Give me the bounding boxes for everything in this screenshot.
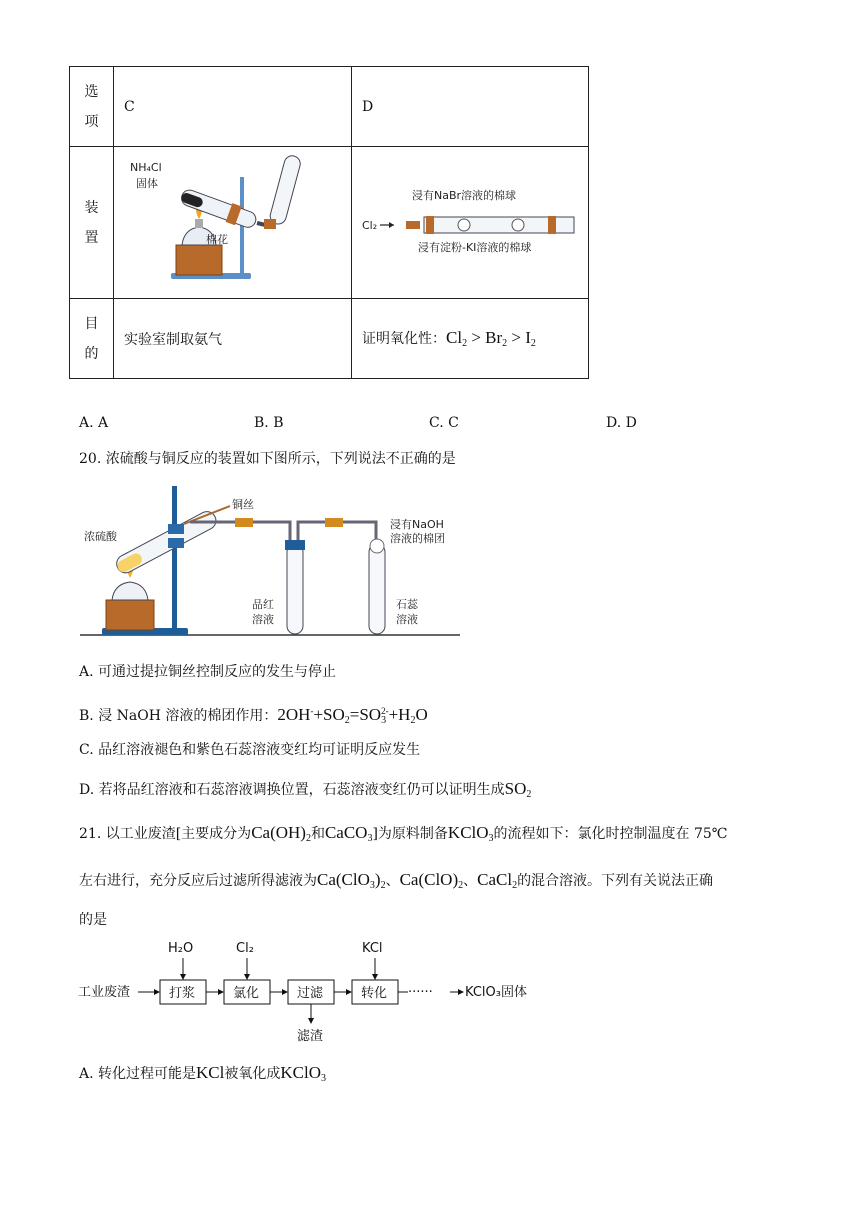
pinhong-label-2: 溶液 <box>252 613 274 626</box>
q20-option-b[interactable] <box>79 701 428 731</box>
input-arrowhead-3 <box>372 974 378 980</box>
cotton-ball-1 <box>458 219 470 231</box>
naoh-label-2: 溶液的棉团 <box>390 532 445 545</box>
q21-line-2 <box>79 870 713 896</box>
cotton-label: 棉花 <box>206 233 228 246</box>
litmus-label-1: 石蕊 <box>396 598 418 611</box>
rubber-joint-2 <box>325 518 343 527</box>
flow-arrowhead-3 <box>346 989 352 995</box>
formula-kclo3: KClO$_3$ <box>447 823 494 844</box>
q20-d-formula: $SO_2$ <box>504 779 532 800</box>
purpose-d <box>352 299 589 379</box>
q21-a-text-2: 被氧化成 <box>224 1066 281 1082</box>
q21-text-2a: 左右进行，充分反应后过滤所得滤液为 <box>79 873 317 889</box>
q21-line-3: 的是 <box>79 912 107 928</box>
q20-option-c[interactable]: C. 品红溶液褪色和紫色石蕊溶液变红均可证明反应发生 <box>79 742 421 758</box>
copper-sulfuric-apparatus <box>80 482 462 640</box>
flow-dots: ······ <box>408 985 433 1000</box>
pinhong-label-1: 品红 <box>252 598 274 611</box>
lamp-wick-holder <box>195 219 203 228</box>
header-d: D <box>352 67 589 147</box>
halogen-apparatus-diagram <box>352 147 588 294</box>
q21-text-1d: 的流程如下：氯化时控制温度在 75℃ <box>493 826 728 842</box>
flow-arrowhead-5 <box>458 989 464 995</box>
q21-a-kclo3: KClO$_3$ <box>280 1063 326 1084</box>
chlorine-label: Cl₂ <box>362 219 378 232</box>
cotton-ball-2 <box>512 219 524 231</box>
flow-arrowhead <box>389 222 394 228</box>
wooden-block <box>106 600 154 630</box>
answer-a[interactable]: A. A <box>79 415 109 431</box>
flow-end: KClO₃固体 <box>465 985 527 1000</box>
formula-cacl2: CaCl$_2$ <box>477 870 518 891</box>
row-label-options <box>70 67 114 147</box>
options-label: 选项 <box>84 83 99 130</box>
input-kcl: KCl <box>362 941 383 956</box>
q20-d-text: D. 若将品红溶液和石蕊溶液调换位置，石蕊溶液变红仍可以证明生成 <box>79 782 505 798</box>
step-4: 转化 <box>361 986 388 1001</box>
tube-clamp <box>264 219 276 229</box>
apparatus-d-cell <box>352 147 589 299</box>
oxidation-order: $Cl_2 > Br_2 > I_2$ <box>446 328 536 349</box>
q21-a-kcl: KCl <box>196 1063 225 1082</box>
answer-b[interactable]: B. B <box>254 415 284 431</box>
q21-text-2b: 、 <box>385 873 400 889</box>
apparatus-c-cell <box>114 147 352 299</box>
flow-arrowhead-2 <box>282 989 288 995</box>
input-water: H₂O <box>168 941 194 956</box>
test-tube-2 <box>369 544 385 634</box>
wooden-block <box>176 245 222 275</box>
q20-stem: 20. 浓硫酸与铜反应的装置如下图所示，下列说法不正确的是 <box>79 451 456 467</box>
step-3: 过滤 <box>297 986 324 1001</box>
q21-option-a[interactable] <box>79 1063 326 1089</box>
wire-label: 铜丝 <box>232 498 254 511</box>
test-tube <box>179 188 258 230</box>
apparatus-label: 装置 <box>84 199 99 246</box>
step-1: 打浆 <box>169 986 196 1001</box>
flow-arrowhead-0 <box>154 989 160 995</box>
q20-b-text: B. 浸 NaOH 溶液的棉团作用： <box>79 708 278 724</box>
formula-caoh2: $Ca(OH)_2$ <box>251 823 311 844</box>
kclo3-flow-chart <box>78 938 558 1048</box>
q21-text-1c: ]为原料制备 <box>372 826 448 842</box>
input-arrowhead-2 <box>244 974 250 980</box>
answer-d[interactable]: D. D <box>606 415 637 431</box>
q21-text-1a: 21. 以工业废渣[主要成分为 <box>79 826 252 842</box>
q20-b-equation: $2OH^-+SO_2=SO_3^{2-}+H_2O$ <box>277 705 428 726</box>
formula-caclo32: $Ca(ClO_3)_2$ <box>317 870 386 891</box>
inlet-stopper <box>406 221 420 229</box>
purpose-label: 目的 <box>84 315 99 362</box>
input-arrowhead-1 <box>180 974 186 980</box>
formula-caco3: CaCO$_3$ <box>324 823 373 844</box>
q21-text-2c: 、 <box>463 873 478 889</box>
purpose-d-prefix: 证明氧化性： <box>362 331 446 347</box>
flow-start: 工业废渣 <box>78 985 131 1000</box>
residue-arrowhead <box>308 1018 314 1024</box>
ki-label: 浸有淀粉-KI溶液的棉球 <box>418 241 532 254</box>
q20-option-d[interactable] <box>79 779 531 805</box>
residue-label: 滤渣 <box>297 1029 324 1044</box>
purpose-c: 实验室制取氨气 <box>114 299 352 379</box>
naoh-label-1: 浸有NaOH <box>390 518 444 531</box>
options-table <box>69 66 589 379</box>
clamp-2 <box>168 538 184 548</box>
nabr-label: 浸有NaBr溶液的棉球 <box>412 189 517 202</box>
stopper-1 <box>285 540 305 550</box>
q21-text-1b: 和 <box>310 826 325 842</box>
clamp-1 <box>168 524 184 534</box>
acid-label: 浓硫酸 <box>84 530 117 543</box>
q21-a-text-1: A. 转化过程可能是 <box>79 1066 197 1082</box>
q21-line-1 <box>79 823 727 849</box>
stand-rod <box>172 486 177 630</box>
step-2: 氯化 <box>233 986 260 1001</box>
collecting-tube <box>268 154 302 226</box>
left-stopper <box>426 216 434 234</box>
q21-text-2d: 的混合溶液。下列有关说法正确 <box>517 873 714 889</box>
rubber-joint-1 <box>235 518 253 527</box>
answer-c[interactable]: C. C <box>429 415 459 431</box>
q20-option-a[interactable]: A. 可通过提拉铜丝控制反应的发生与停止 <box>79 664 337 680</box>
formula-caclo2: $Ca(ClO)_2$ <box>399 870 464 891</box>
input-chlorine: Cl₂ <box>236 941 254 956</box>
ammonia-apparatus-diagram <box>114 147 351 294</box>
reagent-label-2: 固体 <box>136 177 158 190</box>
row-label-purpose <box>70 299 114 379</box>
right-stopper <box>548 216 556 234</box>
test-tube-1 <box>287 544 303 634</box>
alcohol-lamp <box>112 582 148 600</box>
litmus-label-2: 溶液 <box>396 613 418 626</box>
flow-arrowhead-1 <box>218 989 224 995</box>
row-label-apparatus <box>70 147 114 299</box>
header-c: C <box>114 67 352 147</box>
naoh-cotton <box>370 539 384 553</box>
reagent-label: NH₄Cl <box>130 161 162 174</box>
